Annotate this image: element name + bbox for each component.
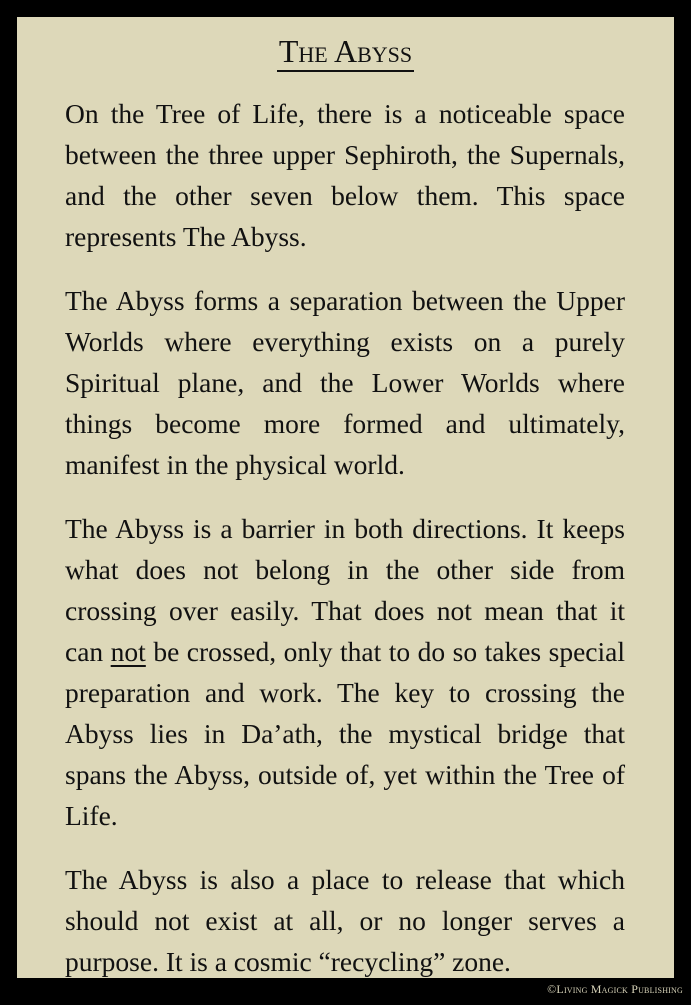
paragraph-2: The Abyss forms a separation between the Upper Worlds where everything exists on a purely Spiritual plane, and the Lower Worlds where things become more formed and ultimately, manifest in the physical world. (65, 285, 625, 480)
paragraph-3 (65, 508, 625, 836)
body-text (65, 93, 625, 1005)
page-title-text: The Abyss (277, 33, 414, 72)
paragraph-1: On the Tree of Life, there is a noticeable space between the three upper Sephiroth, the Supernals, and the other seven below them. This space represents The Abyss. (65, 98, 625, 252)
paragraph-3-before: The Abyss is a barrier in both directions. It keeps what does not belong in the other side from crossing over easily. That does not mean that it can (65, 513, 625, 667)
text-card (17, 17, 674, 978)
page-title (17, 31, 674, 71)
underlined-not: not (110, 636, 146, 667)
copyright-notice: ©Living Magick Publishing (547, 982, 683, 996)
paragraph-4: The Abyss is also a place to release that which should not exist at all, or no longer serves a purpose. It is a cosmic “recycling” zone. (65, 864, 625, 977)
paragraph-3-after: be crossed, only that to do so takes special preparation and work. The key to crossing the Abyss lies in Da’ath, the mystical bridge that spans the Abyss, outside of, yet within the Tree of Life. (65, 636, 625, 831)
